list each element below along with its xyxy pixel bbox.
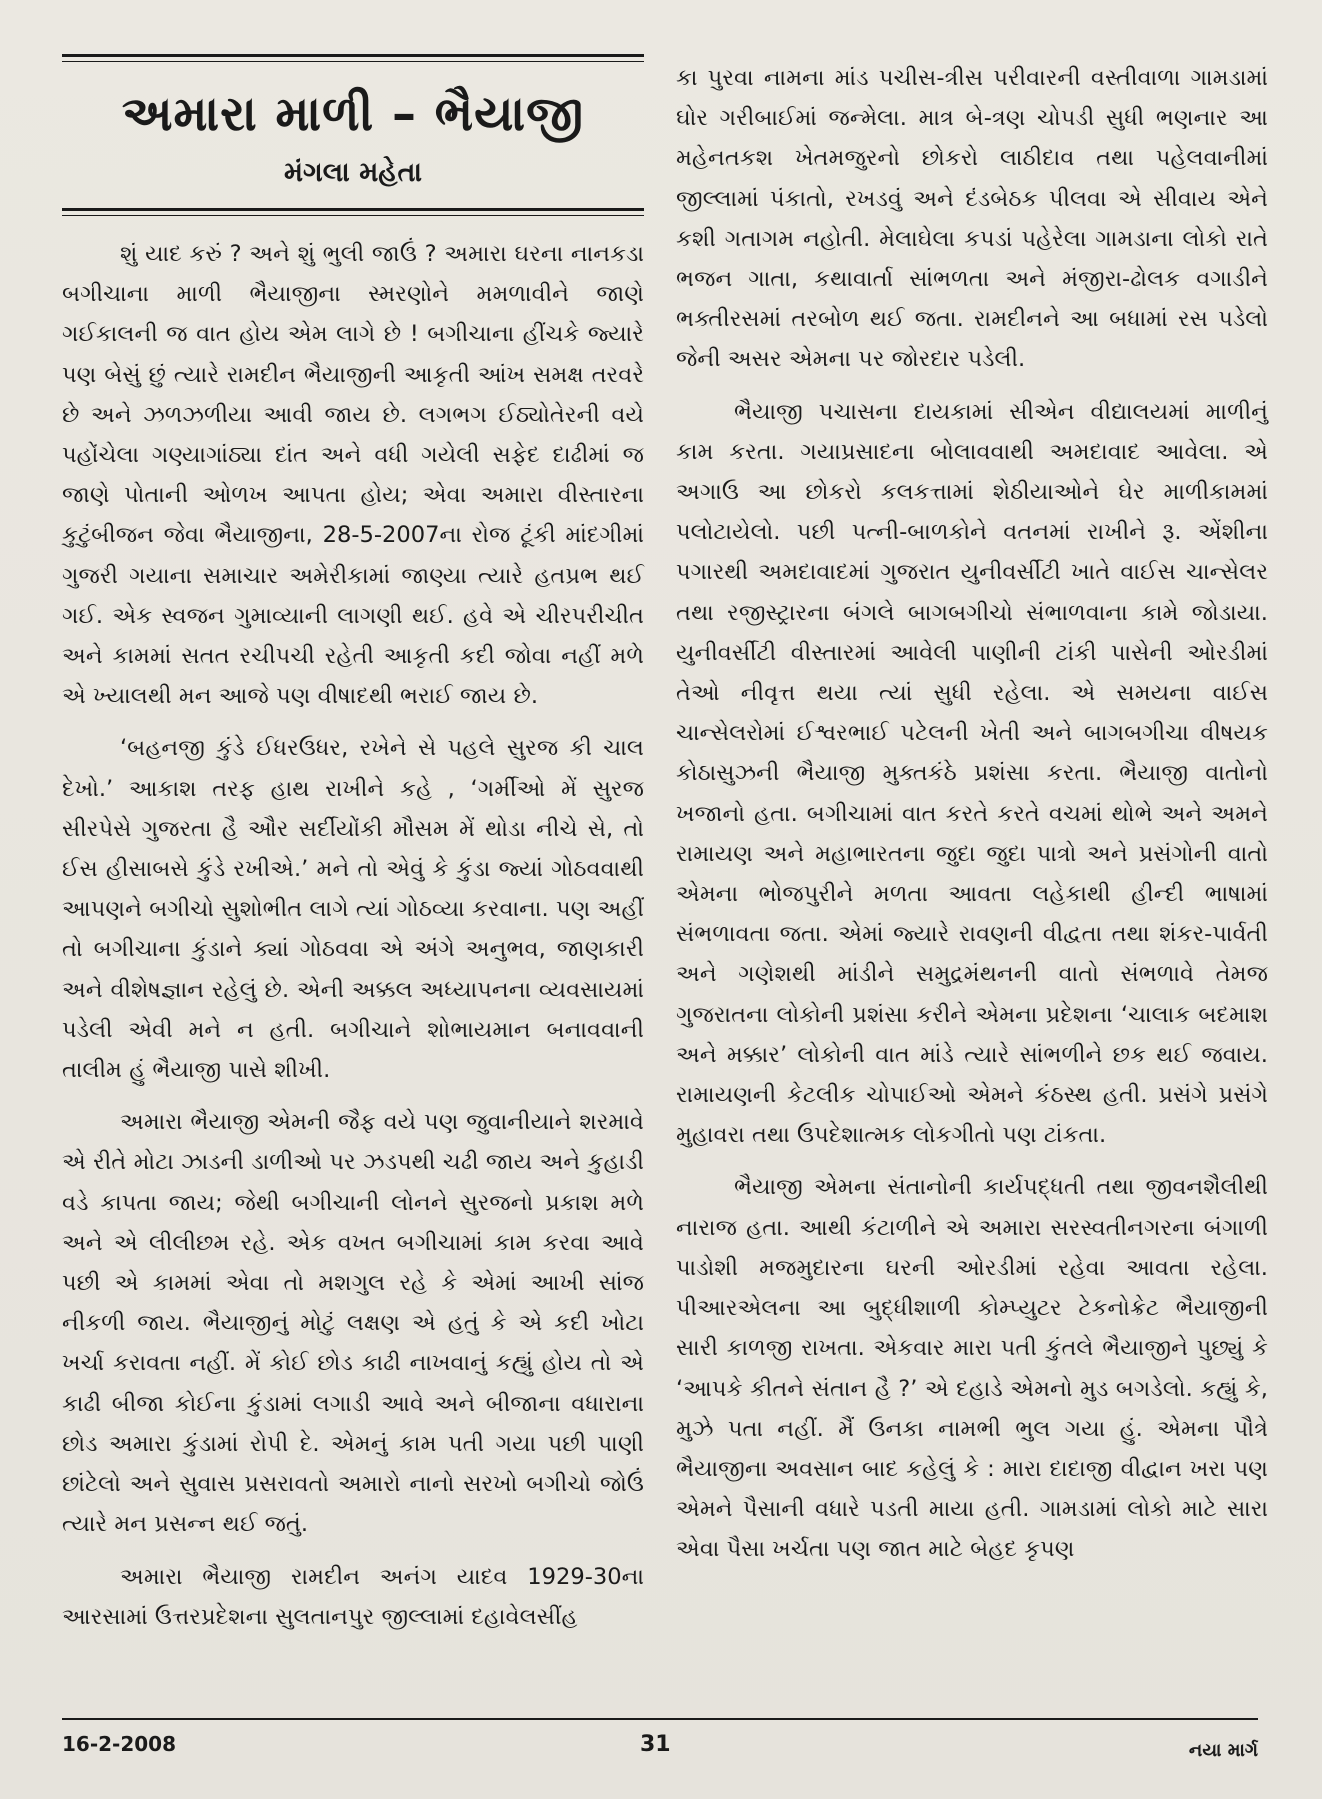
right-column <box>676 58 1268 1570</box>
article-title: અમારા માળી – ભૈયાજી <box>121 86 585 142</box>
paragraph: શું યાદ કરું ? અને શું ભુલી જાઉં ? અમારા ઘરના નાનકડા બગીચાના માળી ભૈયાજીના સ્મરણોને મમળાવીને જાણે ગઈકાલની જ વાત હોય એમ લાગે છે ! બગીચાના હીંચકે જ્યારે પણ બેસું છું ત્યારે રામદીન ભૈયાજીની આકૃતી આંખ સમક્ષ તરવરે છે અને ઝળઝળીયા આવી જાય છે. લગભગ ઈઠ્યોતેરની વયે પહોંચેલા ગણ્યાગાંઠ્યા દાંત અને વધી ગયેલી સફેદ દાઢીમાં જ જાણે પોતાની ઓળખ આપતા હોય; એવા અમારા વીસ્તારના કુટુંબીજન જેવા ભૈયાજીના, 28-5-2007ના રોજ ટૂંકી માંદગીમાં ગુજરી ગયાના સમાચાર અમેરીકામાં જાણ્યા ત્યારે હતપ્રભ થઈ ગઈ. એક સ્વજન ગુમાવ્યાની લાગણી થઈ. હવે એ ચીરપરીચીત અને કામમાં સતત રચીપચી રહેતી આકૃતી કદી જોવા નહીં મળે એ ખ્યાલથી મન આજે પણ વીષાદથી ભરાઈ જાય છે. <box>62 241 644 710</box>
page-number: 31 <box>640 1732 671 1757</box>
page-footer <box>62 1718 1258 1778</box>
article-author: મંગલા મહેતા <box>284 157 422 188</box>
footer-date: 16-2-2008 <box>62 1732 177 1756</box>
magazine-name: નયા માર્ગ <box>1188 1740 1258 1761</box>
paragraph: અમારા ભૈયાજી એમની જૈફ વયે પણ જુવાનીયાને શરમાવે એ રીતે મોટા ઝાડની ડાળીઓ પર ઝડપથી ચઢી જાય અને કુહાડી વડે કાપતા જાય; જેથી બગીચાની લોનને સુરજનો પ્રકાશ મળે અને એ લીલીછમ રહે. એક વખત બગીચામાં કામ કરવા આવે પછી એ કામમાં એવા તો મશગુલ રહે કે એમાં આખી સાંજ નીકળી જાય. ભૈયાજીનું મોટું લક્ષણ એ હતું કે એ કદી ખોટા ખર્ચા કરાવતા નહીં. મેં કોઈ છોડ કાઢી નાખવાનું કહ્યું હોય તો એ કાઢી બીજા કોઈના કુંડામાં લગાડી આવે અને બીજાના વધારાના છોડ અમારા કુંડામાં રોપી દે. એમનું કામ પતી ગયા પછી પાણી છાંટેલો અને સુવાસ પ્રસરાવતો અમારો નાનો સરખો બગીચો જોઉં ત્યારે મન પ્રસન્ન થઈ જતું. <box>62 1109 644 1538</box>
title-top-rule <box>62 54 644 62</box>
footer-rule <box>62 1718 1258 1720</box>
paragraph: કા પુરવા નામના માંડ પચીસ-ત્રીસ પરીવારની વસ્તીવાળા ગામડામાં ઘોર ગરીબાઈમાં જન્મેલા. માત્ર બે-ત્રણ ચોપડી સુધી ભણનાર આ મહેનતકશ ખેતમજુરનો છોકરો લાઠીદાવ તથા પહેલવાનીમાં જીલ્લામાં પંકાતો, રખડવું અને દંડબેઠક પીલવા એ સીવાય એને કશી ગતાગમ નહોતી. મેલાઘેલા કપડાં પહેરેલા ગામડાના લોકો રાતે ભજન ગાતા, કથાવાર્તા સાંભળતા અને મંજીરા-ઢોલક વગાડીને ભક્તીરસમાં તરબોળ થઈ જતા. રામદીનને આ બધામાં રસ પડેલો જેની અસર એમના પર જોરદાર પડેલી. <box>676 65 1268 373</box>
paragraph: ભૈયાજી પચાસના દાયકામાં સીએન વીદ્યાલયમાં માળીનું કામ કરતા. ગયાપ્રસાદના બોલાવવાથી અમદાવાદ આવેલા. એ અગાઉ આ છોકરો કલકત્તામાં શેઠીયાઓને ઘેર માળીકામમાં પલોટાયેલો. પછી પત્ની-બાળકોને વતનમાં રાખીને રૂ. એંશીના પગારથી અમદાવાદમાં ગુજરાત યુનીવર્સીટી ખાતે વાઈસ ચાન્સેલર તથા રજીસ્ટ્રારના બંગલે બાગબગીચો સંભાળવાના કામે જોડાયા. યુનીવર્સીટી વીસ્તારમાં આવેલી પાણીની ટાંકી પાસેની ઓરડીમાં તેઓ નીવૃત્ત થયા ત્યાં સુધી રહેલા. એ સમયના વાઈસ ચાન્સેલરોમાં ઈશ્વરભાઈ પટેલની ખેતી અને બાગબગીચા વીષયક કોઠાસુઝની ભૈયાજી મુક્તકંઠે પ્રશંસા કરતા. ભૈયાજી વાતોનો ખજાનો હતા. બગીચામાં વાત કરતે કરતે વચમાં થોભે અને અમને રામાયણ અને મહાભારતના જુદા જુદા પાત્રો અને પ્રસંગોની વાતો એમના ભોજપુરીને મળતા આવતા લહેકાથી હીન્દી ભાષામાં સંભળાવતા જતા. એમાં જ્યારે રાવણની વીદ્વતા તથા શંકર-પાર્વતી અને ગણેશથી માંડીને સમુદ્રમંથનની વાતો સંભળાવે તેમજ ગુજરાતના લોકોની પ્રશંસા કરીને એમના પ્રદેશના ‘ચાલાક બદમાશ અને મક્કાર’ લોકોની વાત માંડે ત્યારે સાંભળીને છક થઈ જવાય. રામાયણની કેટલીક ચોપાઈઓ એમને કંઠસ્થ હતી. પ્રસંગે પ્રસંગે મુહાવરા તથા ઉપદેશાત્મક લોકગીતો પણ ટાંકતા. <box>676 398 1268 1149</box>
left-column <box>62 54 644 1637</box>
title-bottom-rule <box>62 208 644 216</box>
paragraph: ભૈયાજી એમના સંતાનોની કાર્યપદ્ધતી તથા જીવનશૈલીથી નારાજ હતા. આથી કંટાળીને એ અમારા સરસ્વતીનગરના બંગાળી પાડોશી મજમુદારના ઘરની ઓરડીમાં રહેવા આવતા રહેલા. પીઆરએલના આ બુદ્ધીશાળી કોમ્પ્યુટર ટેકનોક્રેટ ભૈયાજીની સારી કાળજી રાખતા. એકવાર મારા પતી કુંતલે ભૈયાજીને પુછ્યું કે ‘આપકે કીતને સંતાન હૈ ?’ એ દહાડે એમનો મુડ બગડેલો. કહ્યું કે, મુઝે પતા નહીં. મૈં ઉનકા નામભી ભુલ ગયા હું. એમના પૌત્રે ભૈયાજીના અવસાન બાદ કહેલું કે : મારા દાદાજી વીદ્વાન ખરા પણ એમને પૈસાની વધારે પડતી માયા હતી. ગામડામાં લોકો માટે સારા એવા પૈસા ખર્ચતા પણ જાત માટે બેહદ કૃપણ <box>676 1174 1268 1563</box>
paragraph: ‘બહનજી કુંડે ઈધરઉધર, રખેને સે પહલે સુરજ કી ચાલ દેખો.’ આકાશ તરફ હાથ રાખીને કહે , ‘ગર્મીઓ મેં સુરજ સીરપેસે ગુજરતા હૈ ઔર સર્દીયોંકી મૌસમ મેં થોડા નીચે સે, તો ઈસ હીસાબસે કુંડે રખીએ.’ મને તો એવું કે કુંડા જ્યાં ગોઠવવાથી આપણને બગીચો સુશોભીત લાગે ત્યાં ગોઠવ્યા કરવાના. પણ અહીં તો બગીચાના કુંડાને ક્યાં ગોઠવવા એ અંગે અનુભવ, જાણકારી અને વીશેષજ્ઞાન રહેલું છે. એની અક્કલ અધ્યાપનના વ્યવસાયમાં પડેલી એવી મને ન હતી. બગીચાને શોભાયમાન બનાવવાની તાલીમ હું ભૈયાજી પાસે શીખી. <box>62 735 644 1084</box>
paragraph: અમારા ભૈયાજી રામદીન અનંગ યાદવ 1929-30ના આરસામાં ઉત્તરપ્રદેશના સુલતાનપુર જીલ્લામાં દહાવેલસીંહ <box>62 1563 644 1630</box>
